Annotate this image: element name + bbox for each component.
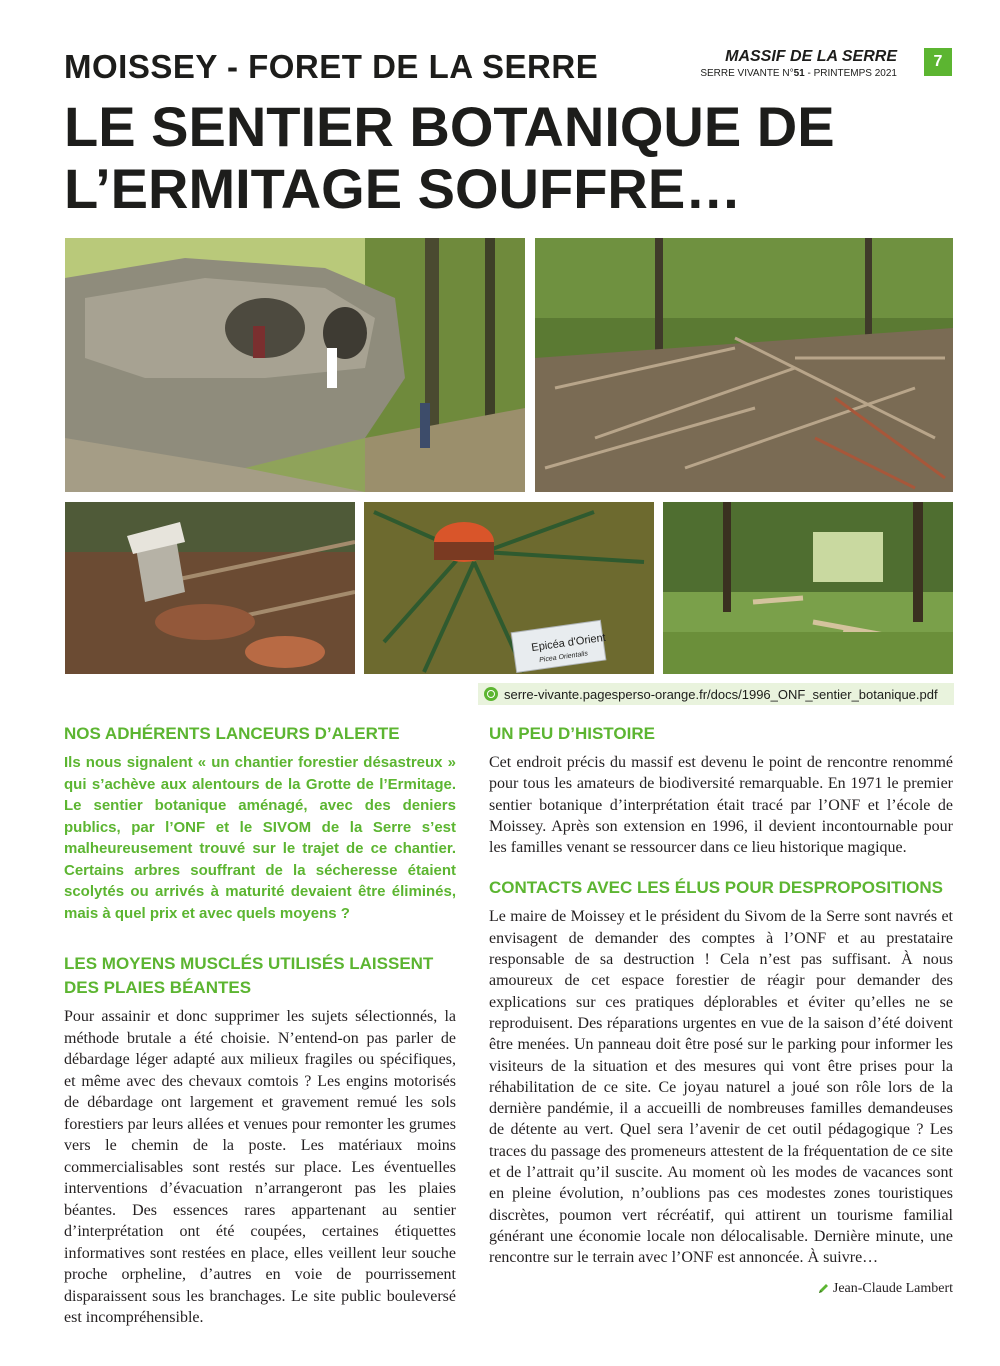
kicker-title: MOISSEY - FORET DE LA SERRE xyxy=(64,48,599,85)
sign-latin: Picea Orientalis xyxy=(538,650,589,665)
sign-label: Epicéa d'Orient xyxy=(530,631,607,655)
photo-label-stump xyxy=(65,502,355,674)
source-url[interactable] xyxy=(478,683,954,705)
section-title-whistleblowers: NOS ADHÉRENTS LANCEURS D’ALERTE xyxy=(64,724,400,743)
section-title-history: UN PEU D’HISTOIRE xyxy=(489,724,655,743)
source-url-text[interactable]: serre-vivante.pagesperso-orange.fr/docs/1996_ONF_sentier_botanique.pdf xyxy=(504,686,938,702)
globe-icon xyxy=(484,687,498,701)
body-paragraph-contacts: Le maire de Moissey et le président du Sivom de la Serre sont navrés et envisagent de demander des comptes à l’ONF et au prestataire responsable de sa destruction ! Cela n’est pas suffisant. À nous amoureux de cet espace forestier de réagir pour demander des explications sur ces pratiques déplorables et éviter qu’elles ne se reproduisent. Des réparations urgentes en vue de la saison d’été doivent être menées. Un panneau doit être posé sur le parking pour informer les visiteurs de la situation et des mesures qui vont être prises pour la réhabilitation de ce site. Ce joyau naturel a joué son rôle lors de la dernière pandémie, il a accueilli de nombreuses familles demandeuses de détente au vert. Quel sera l’avenir de cet outil pédagogique ? Les traces du passage des promeneurs attestent de la fréquentation de ce site et de l’attrait qu’il suscite. Au moment où les modes de vacances sont en pleine évolution, n’oublions pas ces modestes zones touristiques discrètes, poumon vert récréatif, qui attirent un tourisme familial générant une économie locale non délocalisable. Dernière minute, une rencontre sur le terrain avec l’ONF est annoncée. À suivre… xyxy=(489,908,953,1267)
right-column xyxy=(489,722,953,1287)
pen-icon xyxy=(817,1283,829,1295)
photo-grotto xyxy=(65,238,525,492)
masthead xyxy=(700,48,897,79)
headline: LE SENTIER BOTANIQUE DE L’ERMITAGE SOUFFRE… xyxy=(64,95,835,220)
lead-paragraph: Ils nous signalent « un chantier forestier désastreux » qui s’achève aux alentours de la Grotte de l’Ermitage. Le sentier botanique aménagé, avec des deniers publics, par l’ONF et le SIVOM de la Serre s’est malheureusement trouvé sur le trajet de ce chantier. Certains arbres souffrant de la sécheresse étaient scolytés ou arrivés à maturité devaient être éliminés, mais à quel prix et avec quels moyens ? xyxy=(64,754,456,922)
photo-clearing xyxy=(663,502,953,674)
photo-branch-piles xyxy=(535,238,953,492)
left-column xyxy=(64,722,456,1329)
body-paragraph-history: Cet endroit précis du massif est devenu le point de rencontre renommé pour tous les amateurs de biodiversité remarquable. En 1971 le premier sentier botanique d’interprétation était tracé par l’ONF et l’école de Moissey. Après son extension en 1996, il devient incontournable pour les familles venant se ressourcer dans ce lieu historique magique. xyxy=(489,754,953,857)
masthead-issue: SERRE VIVANTE N°51 - PRINTEMPS 2021 xyxy=(700,68,897,79)
photo-spruce-stump xyxy=(364,502,654,674)
section-title-heavy-means: LES MOYENS MUSCLÉS UTILISÉS LAISSENT DES PLAIES BÉANTES xyxy=(64,954,434,997)
section-title-contacts: CONTACTS AVEC LES ÉLUS POUR DESPROPOSITIONS xyxy=(489,878,944,898)
page-number: 7 xyxy=(924,48,952,76)
author-credit xyxy=(817,1281,953,1297)
author-name: Jean-Claude Lambert xyxy=(832,1281,953,1296)
masthead-title: MASSIF DE LA SERRE xyxy=(725,48,897,65)
body-paragraph-heavy-means: Pour assainir et donc supprimer les sujets sélectionnés, la méthode brutale a été choisie. N’entend-on pas parler de débardage léger adapté aux milieux fragiles ou spécifiques, et même avec des chevaux comtois ? Les engins motorisés de débardage ont largement et gravement remué les sols forestiers par leurs allées et venues pour remonter les grumes vers le chemin de la poste. Les matériaux moins commercialisables sont restés sur place. Les éventuelles interventions d’évacuation n’arrangeront pas les plaies béantes. Des essences rares appartenant au sentier d’interprétation ont été coupées, certaines étiquettes informatives sont restées en place, elles veillent leur souche proche orpheline, d’autres en voie de pourrissement disparaissent sous les branchages. Le site public bouleversé est incompréhensible. xyxy=(64,1008,456,1326)
